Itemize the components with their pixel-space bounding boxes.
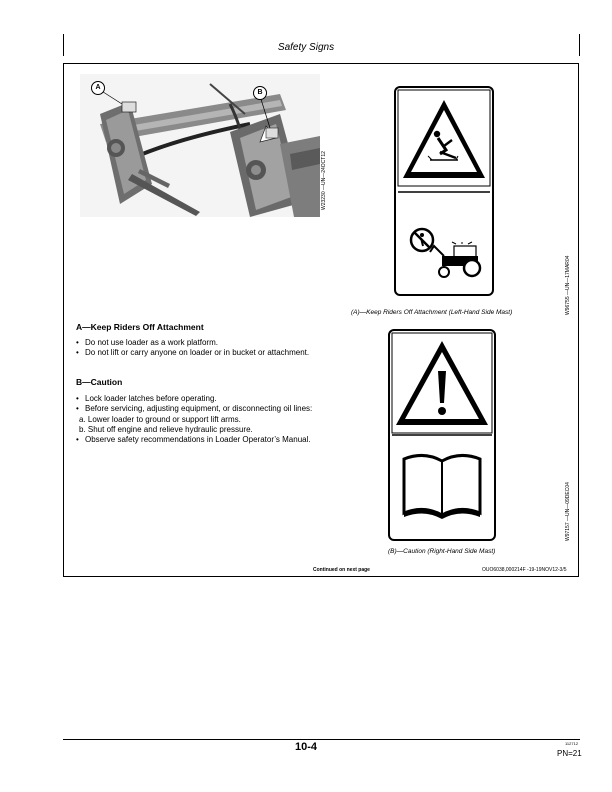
loader-mast-photo (80, 74, 320, 217)
sign-b-code: W97157 —UN—09DEC04 (565, 482, 571, 541)
callout-a: A (91, 81, 105, 95)
page-header-title: Safety Signs (277, 42, 335, 53)
list-item: • Before servicing, adjusting equipment, or disconnecting oil lines: (76, 404, 321, 414)
section-b-title: B—Caution (76, 377, 123, 387)
list-item: • Observe safety recommendations in Loader Operator’s Manual. (76, 435, 321, 445)
footer-small-code: 112712 (565, 741, 579, 746)
list-item: • Lock loader latches before operating. (76, 394, 321, 404)
list-item: b. Shut off engine and relieve hydraulic pressure. (79, 424, 253, 434)
sign-a-caption: (A)—Keep Riders Off Attachment (Left-Hand Side Mast) (351, 309, 513, 316)
continued-note: Continued on next page (313, 567, 370, 573)
list-item: a. Lower loader to ground or support lift arms. (79, 414, 241, 424)
footer-rule (63, 739, 580, 740)
list-item: • Do not lift or carry anyone on loader or in bucket or attachment. (76, 348, 316, 358)
section-a-title: A—Keep Riders Off Attachment (76, 322, 204, 332)
section-b-list (76, 394, 321, 445)
sign-a-keep-riders-off (394, 86, 494, 296)
section-a-list (76, 338, 316, 359)
photo-code: W23230 —UN—24OCT12 (321, 151, 327, 210)
footer-pn: PN=21 (557, 749, 582, 758)
sign-b-caption: (B)—Caution (Right-Hand Side Mast) (388, 548, 496, 555)
page-number: 10-4 (294, 741, 318, 753)
callout-b: B (253, 86, 267, 100)
sign-b-caution (388, 329, 496, 541)
sign-a-code: W96755 —UN—17MAR04 (565, 255, 571, 315)
list-item: • Do not use loader as a work platform. (76, 338, 316, 348)
document-reference: OUO6038,000214F -19-19NOV12-3/5 (482, 567, 567, 573)
